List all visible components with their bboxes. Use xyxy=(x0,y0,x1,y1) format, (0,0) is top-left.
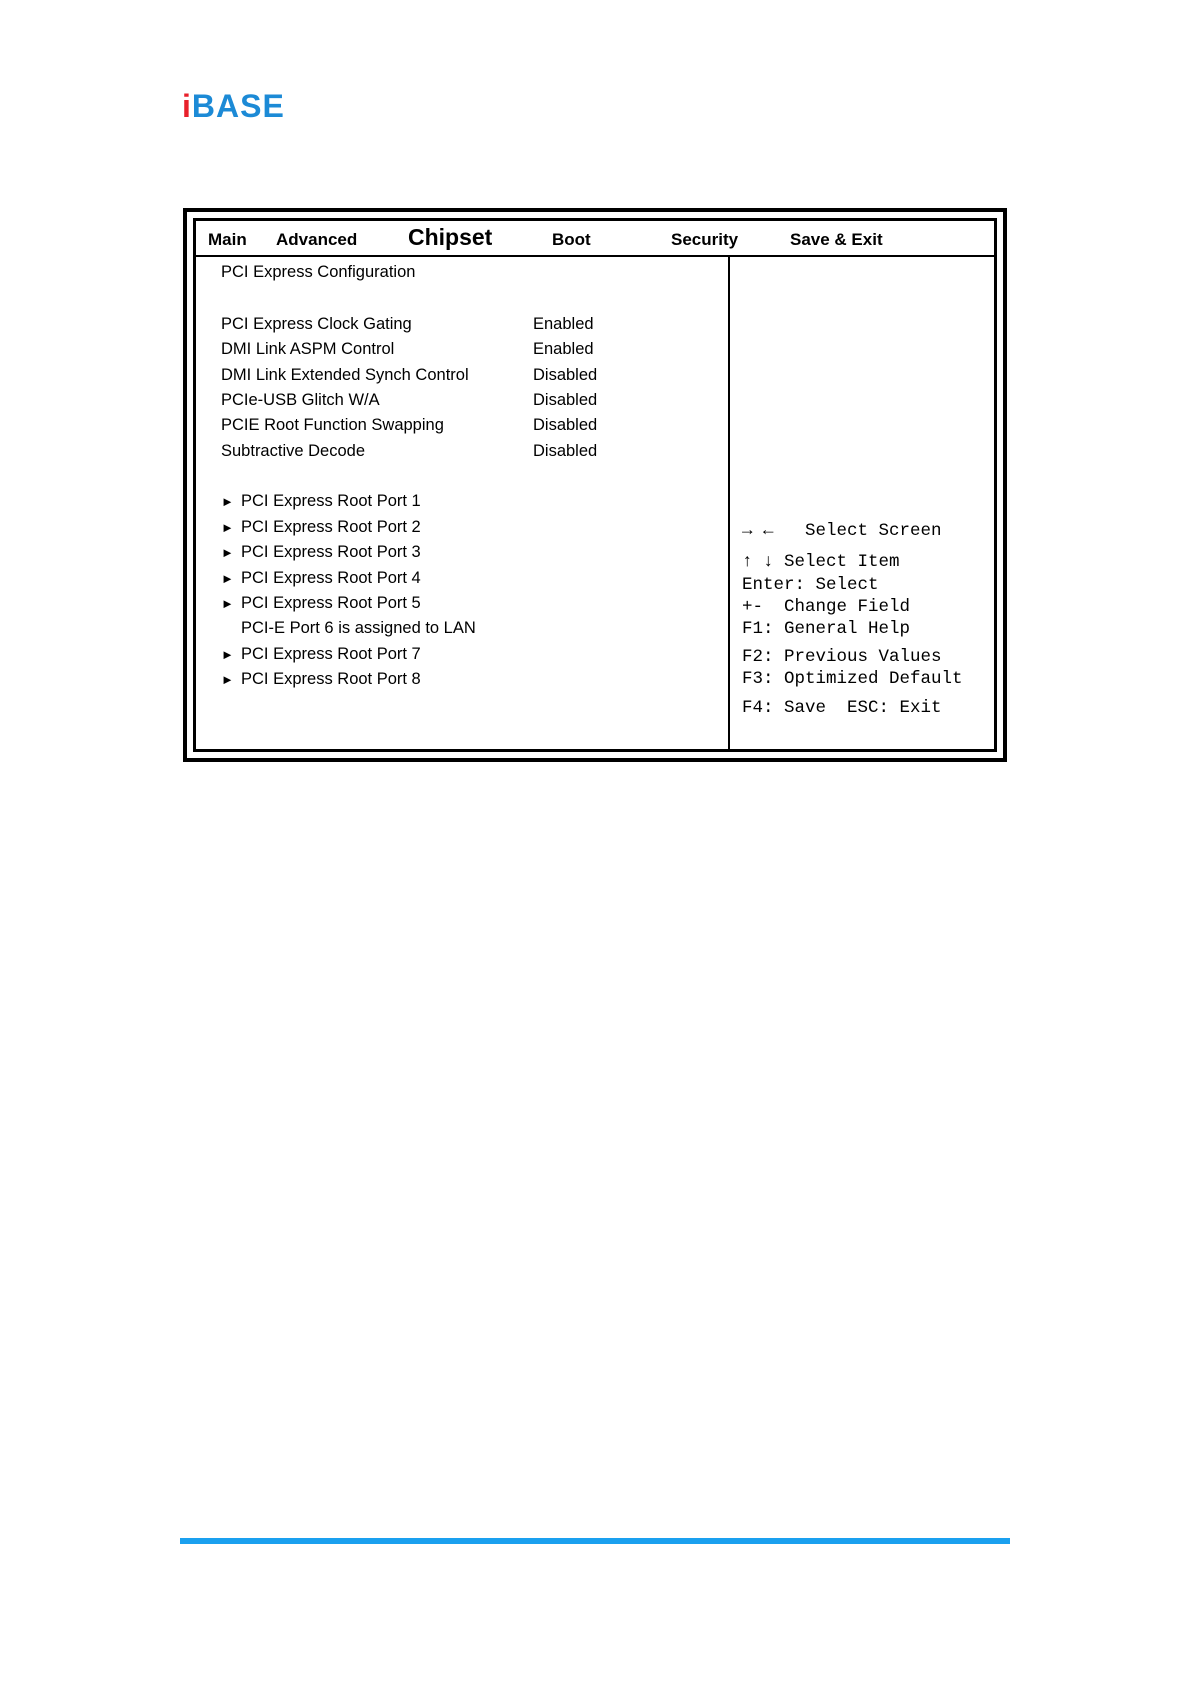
setting-label: PCIE Root Function Swapping xyxy=(221,416,444,434)
logo-text: BASE xyxy=(191,88,285,124)
submenu-arrow-icon: ► xyxy=(221,494,234,509)
settings-panel xyxy=(196,257,728,749)
setting-value[interactable]: Disabled xyxy=(533,366,598,384)
setting-label: DMI Link Extended Synch Control xyxy=(221,366,469,384)
submenu-arrow-icon: ► xyxy=(221,520,234,535)
setting-value[interactable]: Disabled xyxy=(533,442,598,460)
help-previous-values: F2: Previous Values xyxy=(742,647,942,667)
submenu-arrow-icon: ► xyxy=(221,647,234,662)
help-panel xyxy=(732,257,994,749)
submenu-label: PCI Express Root Port 4 xyxy=(241,569,421,587)
tab-boot[interactable]: Boot xyxy=(552,230,591,249)
tab-chipset[interactable]: Chipset xyxy=(408,224,493,250)
footer-rule xyxy=(180,1538,1010,1544)
setting-row-dmi-synch[interactable] xyxy=(221,365,598,385)
bios-screen xyxy=(183,208,1007,762)
help-save-exit: F4: Save ESC: Exit xyxy=(742,698,942,718)
submenu-label: PCI Express Root Port 3 xyxy=(241,543,421,561)
submenu-arrow-icon: ► xyxy=(221,672,234,687)
submenu-root-port-8[interactable] xyxy=(221,669,421,690)
setting-label: Subtractive Decode xyxy=(221,442,365,460)
setting-label: PCI Express Clock Gating xyxy=(221,315,412,333)
port-6-lan-note xyxy=(221,618,476,638)
submenu-label: PCI Express Root Port 8 xyxy=(241,670,421,688)
setting-row-root-swapping[interactable] xyxy=(221,415,598,435)
submenu-root-port-3[interactable] xyxy=(221,542,421,563)
submenu-root-port-4[interactable] xyxy=(221,568,421,589)
submenu-arrow-icon: ► xyxy=(221,596,234,611)
tab-advanced[interactable]: Advanced xyxy=(276,230,358,249)
help-enter-select: Enter: Select xyxy=(742,575,879,595)
submenu-root-port-2[interactable] xyxy=(221,517,421,538)
help-change-field: +- Change Field xyxy=(742,597,911,617)
submenu-root-port-5[interactable] xyxy=(221,593,421,614)
submenu-label: PCI Express Root Port 5 xyxy=(241,594,421,612)
logo-i: i xyxy=(182,88,192,124)
panel-divider xyxy=(728,257,730,749)
bios-menu-bar xyxy=(196,221,994,257)
setting-value[interactable]: Disabled xyxy=(533,391,598,409)
setting-value[interactable]: Disabled xyxy=(533,416,598,434)
submenu-label: PCI Express Root Port 1 xyxy=(241,492,421,510)
setting-row-subtractive-decode[interactable] xyxy=(221,441,598,461)
setting-label: PCIe-USB Glitch W/A xyxy=(221,391,380,409)
setting-label: DMI Link ASPM Control xyxy=(221,340,395,358)
bios-inner-frame xyxy=(193,218,997,752)
submenu-root-port-7[interactable] xyxy=(221,644,421,665)
submenu-label: PCI Express Root Port 7 xyxy=(241,645,421,663)
tab-save-exit[interactable]: Save & Exit xyxy=(790,230,883,249)
setting-value[interactable]: Enabled xyxy=(533,340,594,358)
setting-value[interactable]: Enabled xyxy=(533,315,594,333)
submenu-arrow-icon: ► xyxy=(221,545,234,560)
submenu-label: PCI Express Root Port 2 xyxy=(241,518,421,536)
submenu-label: PCI-E Port 6 is assigned to LAN xyxy=(241,619,476,637)
tab-main[interactable]: Main xyxy=(208,230,247,249)
submenu-arrow-icon: ► xyxy=(221,571,234,586)
setting-row-dmi-aspm[interactable] xyxy=(221,339,594,359)
help-general-help: F1: General Help xyxy=(742,619,911,639)
help-optimized-default: F3: Optimized Default xyxy=(742,669,963,689)
tab-security[interactable]: Security xyxy=(671,230,739,249)
setting-row-usb-glitch[interactable] xyxy=(221,390,598,410)
help-select-item: ↑ ↓ Select Item xyxy=(742,552,900,572)
ibase-logo xyxy=(182,90,285,122)
submenu-root-port-1[interactable] xyxy=(221,491,421,512)
page-title: PCI Express Configuration xyxy=(221,263,416,281)
setting-row-clock-gating[interactable] xyxy=(221,314,594,334)
help-select-screen: → ← Select Screen xyxy=(742,521,942,541)
